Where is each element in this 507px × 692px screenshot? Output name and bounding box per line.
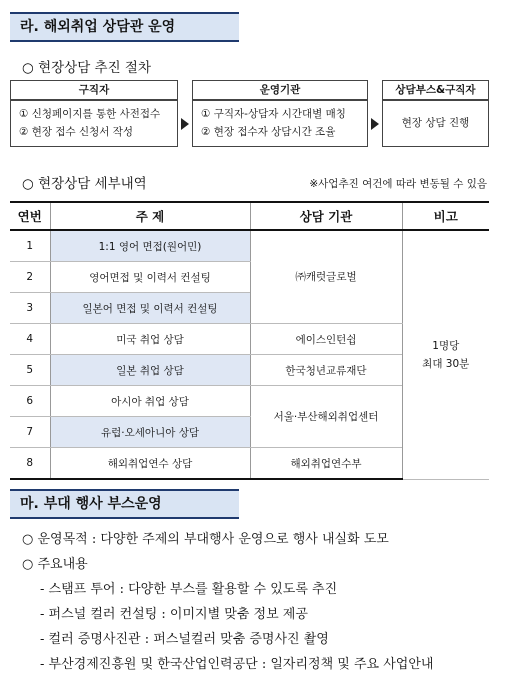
row-no: 8 [10,448,50,480]
details-heading: ○ 현장상담 세부내역 [22,176,147,192]
list-item: - 컬러 증명사진관 : 퍼스널컬러 맞춤 증명사진 촬영 [40,632,329,647]
remark-line-1: 1명당 [432,339,460,352]
table-row [10,230,489,262]
row-org: ㈜캐럿글로벌 [250,230,402,324]
row-topic: 1:1 영어 면접(원어민) [50,230,250,262]
box-booth-body [382,100,489,147]
row-topic: 아시아 취업 상담 [50,386,250,417]
table-header-row [10,202,489,230]
row-topic: 일본어 면접 및 이력서 컨설팅 [50,293,250,324]
arrow-right-icon [371,118,379,130]
list-item: - 스탬프 투어 : 다양한 부스를 활용할 수 있도록 추진 [40,582,338,597]
col-header-no: 연번 [10,202,50,230]
row-topic: 일본 취업 상담 [50,355,250,386]
row-no: 5 [10,355,50,386]
box-operator-line-2: ② 현장 접수자 상담시간 조율 [201,126,336,138]
row-no: 6 [10,386,50,417]
col-header-org: 상담 기관 [250,202,402,230]
consulting-table [10,201,489,480]
section-a-title: 라. 해외취업 상담관 운영 [10,12,239,42]
row-org: 한국청년교류재단 [250,355,402,386]
box-booth-title: 상담부스&구직자 [382,80,489,100]
box-operator-title: 운영기관 [192,80,368,100]
purpose-line: ○ 운영목적 : 다양한 주제의 부대행사 운영으로 행사 내실화 도모 [22,532,389,547]
row-org: 에이스인턴쉽 [250,324,402,355]
list-item: - 부산경제진흥원 및 한국산업인력공단 : 일자리정책 및 주요 사업안내 [40,657,434,672]
row-remark [402,230,489,479]
box-booth-line-1: 현장 상담 진행 [401,117,470,129]
row-topic: 미국 취업 상담 [50,324,250,355]
row-org: 해외취업연수부 [250,448,402,480]
row-topic: 유럽·오세아니아 상담 [50,417,250,448]
col-header-remark: 비고 [402,202,489,230]
col-header-topic: 주 제 [50,202,250,230]
arrow-right-icon [181,118,189,130]
row-org: 서울·부산해외취업센터 [250,386,402,448]
section-b-title: 마. 부대 행사 부스운영 [10,489,239,519]
box-jobseeker-title: 구직자 [10,80,178,100]
remark-line-2: 최대 30분 [422,357,470,370]
box-operator-body [192,100,368,147]
box-jobseeker-line-1: ① 신청페이지를 통한 사전접수 [19,108,161,120]
row-topic: 영어면접 및 이력서 컨설팅 [50,262,250,293]
box-operator-line-1: ① 구직자-상담자 시간대별 매칭 [201,108,346,120]
row-no: 2 [10,262,50,293]
procedure-heading: ○ 현장상담 추진 절차 [22,60,151,76]
row-no: 7 [10,417,50,448]
row-no: 3 [10,293,50,324]
details-note: ※사업추진 여건에 따라 변동될 수 있음 [309,178,487,190]
row-no: 1 [10,230,50,262]
box-jobseeker-line-2: ② 현장 접수 신청서 작성 [19,126,134,138]
row-topic: 해외취업연수 상담 [50,448,250,480]
list-item: - 퍼스널 컬러 컨설팅 : 이미지별 맞춤 정보 제공 [40,607,308,622]
contents-heading: ○ 주요내용 [22,557,88,572]
row-no: 4 [10,324,50,355]
box-jobseeker-body [10,100,178,147]
